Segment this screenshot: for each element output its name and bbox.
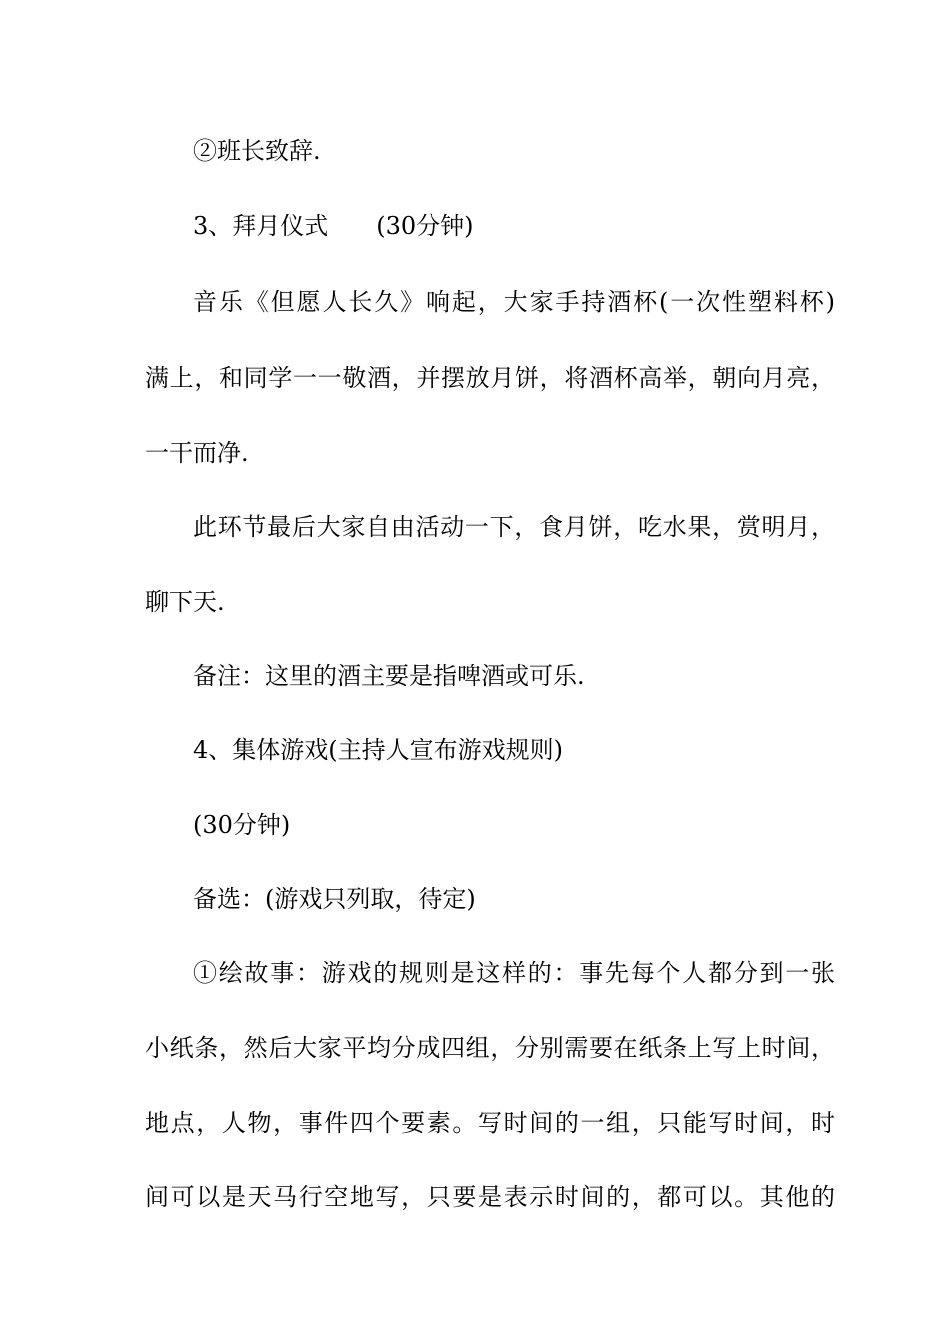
note-line: 备注：这里的酒主要是指啤酒或可乐. <box>193 662 585 690</box>
text-line: 备选：(游戏只列取，待定) <box>193 885 476 913</box>
text-line: 音乐《但愿人长久》响起，大家手持酒杯(一次性塑料杯) <box>193 288 835 316</box>
text-line: 满上，和同学一一敬酒，并摆放月饼，将酒杯高举，朝向月亮， <box>145 364 835 392</box>
text-line: 地点，人物，事件四个要素。写时间的一组，只能写时间，时 <box>145 1109 835 1137</box>
text-line: (30分钟) <box>193 811 291 839</box>
text-line: 间可以是天马行空地写，只要是表示时间的，都可以。其他的 <box>145 1183 835 1211</box>
text-line: ②班长致辞. <box>193 137 321 165</box>
text-line: 此环节最后大家自由活动一下，食月饼，吃水果，赏明月， <box>193 513 835 541</box>
text-line: 一干而净. <box>145 439 249 467</box>
section-heading: 4、集体游戏(主持人宣布游戏规则) <box>193 736 563 764</box>
section-heading: 3、拜月仪式 (30分钟) <box>193 212 474 240</box>
text-line: 小纸条，然后大家平均分成四组，分别需要在纸条上写上时间， <box>145 1034 835 1062</box>
text-line: 聊下天. <box>145 588 225 616</box>
text-line: ①绘故事：游戏的规则是这样的：事先每个人都分到一张 <box>193 959 835 987</box>
